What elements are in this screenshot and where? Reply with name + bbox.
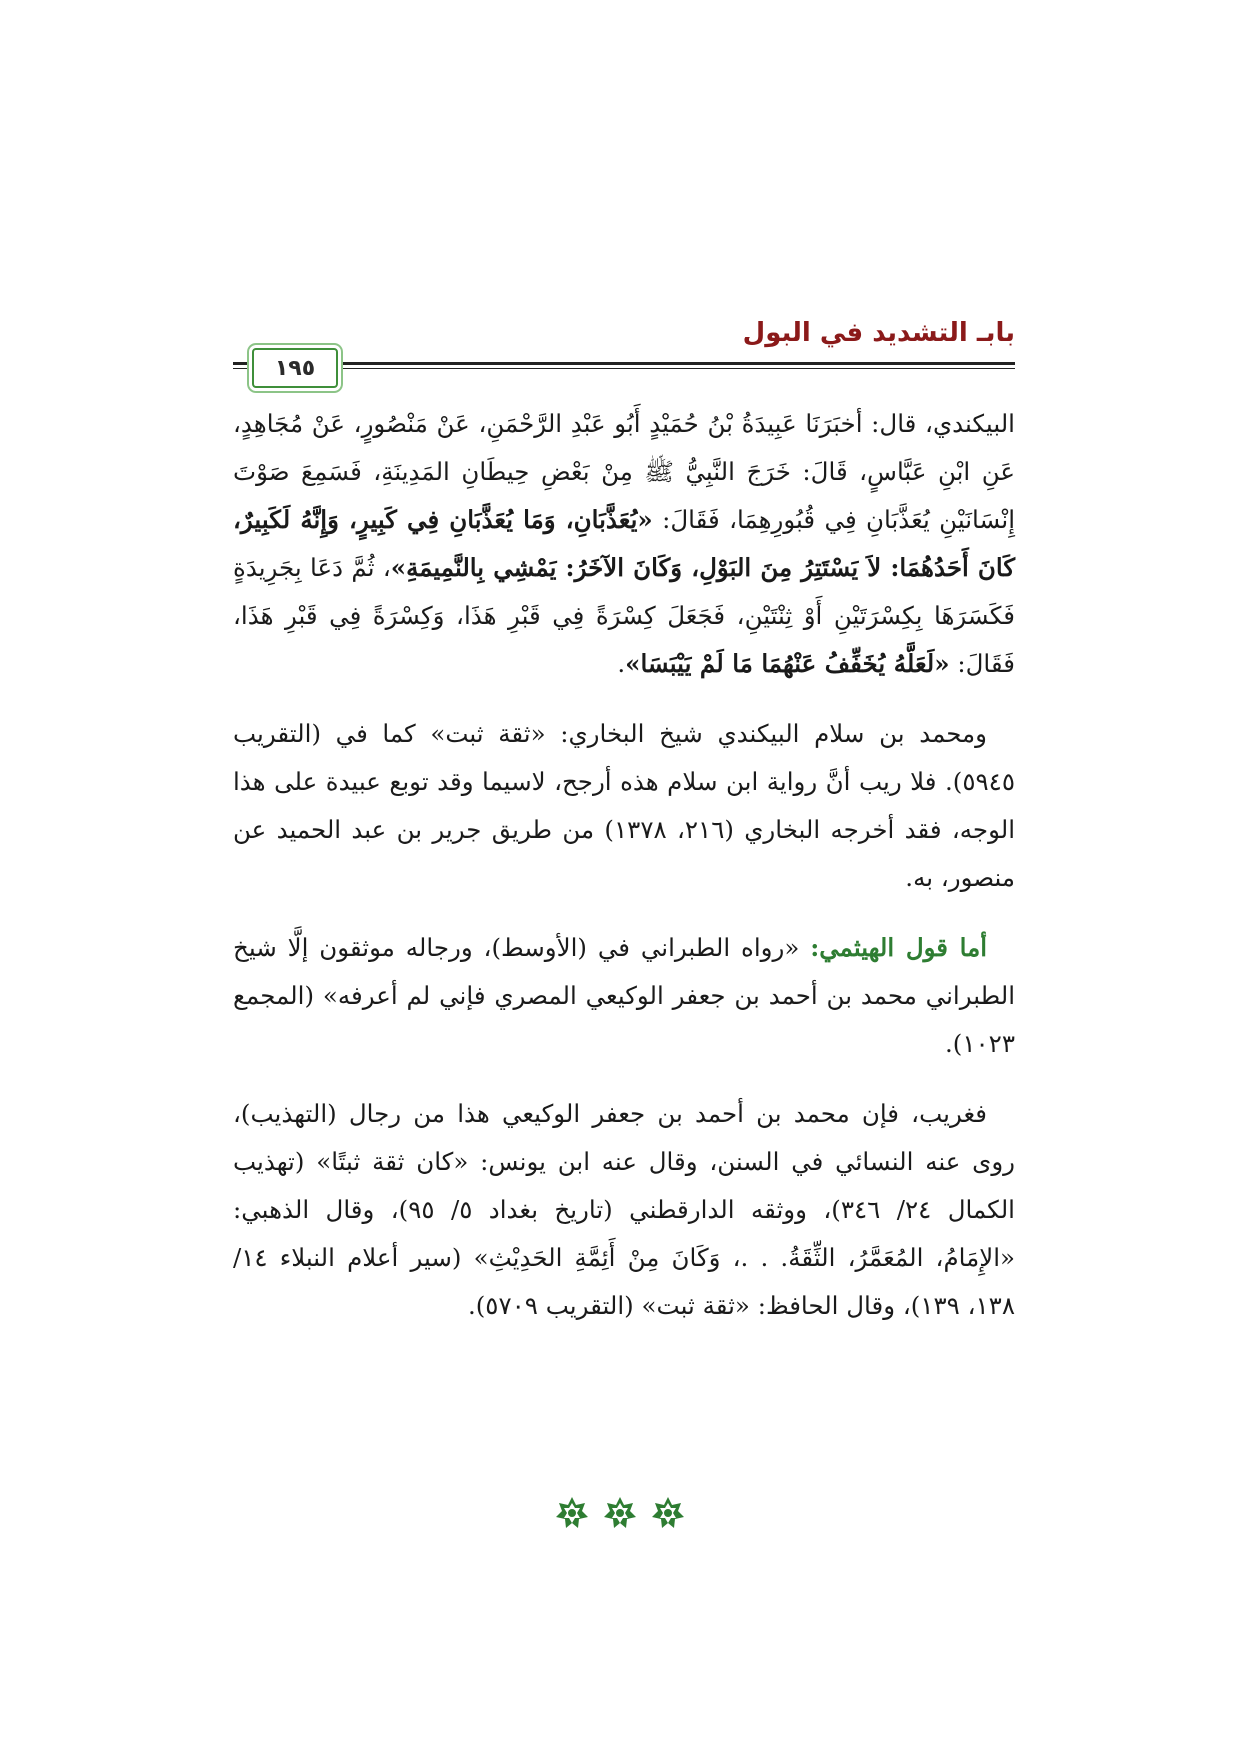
hadith-quote-1: «يُعَذَّبَانِ، وَمَا يُعَذَّبَانِ فِي كَبِيرٍ، وَإِنَّهُ لَكَبِيرٌ، كَانَ أَحَدُهُمَا: لاَ يَسْتَتِرُ مِنَ البَوْلِ، وَكَانَ الآخَرُ: يَمْشِي بِالنَّمِيمَةِ» — [233, 505, 1015, 582]
star-ornament-icon — [651, 1496, 685, 1530]
hadith-end: . — [617, 649, 626, 678]
section-end-ornaments — [0, 1496, 1240, 1536]
star-ornament-icon — [603, 1496, 637, 1530]
commentary-paragraph-2 — [233, 924, 1015, 1068]
chapter-title: بابـ التشديد في البول — [742, 318, 1015, 348]
commentary-paragraph-3: فغريب، فإن محمد بن أحمد بن جعفر الوكيعي هذا من رجال (التهذيب)، روى عنه النسائي في السنن، وقال عنه ابن يونس: «كان ثقة ثبتًا» (تهذيب الكمال ٢٤/ ٣٤٦)، ووثقه الدارقطني (تاريخ بغداد ٥/ ٩٥)، وقال الذهبي: «الإِمَامُ، المُعَمَّرُ، الثِّقَةُ. . .، وَكَانَ مِنْ أَئِمَّةِ الحَدِيْثِ» (سير أعلام النبلاء ١٤/ ١٣٨، ١٣٩)، وقال الحافظ: «ثقة ثبت» (التقريب ٥٧٠٩). — [233, 1099, 1015, 1320]
header-rule — [233, 362, 1015, 365]
hadith-paragraph — [233, 400, 1015, 688]
haythami-lead: أما قول الهيثمي: — [810, 933, 987, 962]
haythami-quote: «رواه الطبراني في (الأوسط)، ورجاله موثقون إلَّا شيخ الطبراني محمد بن أحمد بن جعفر الوكيعي المصري فإني لم أعرفه» (المجمع ١٠٢٣). — [233, 933, 1015, 1058]
hadith-narration-text: ، ثُمَّ دَعَا بِجَرِيدَةٍ فَكَسَرَهَا بِكِسْرَتَيْنِ أَوْ ثِنْتَيْنِ، فَجَعَلَ كِسْرَةً فِي قَبْرِ هَذَا، وَكِسْرَةً فِي قَبْرِ هَذَا، فَقَالَ: — [233, 553, 1015, 678]
header-rule-thin — [233, 368, 1015, 369]
page-number: ١٩٥ — [274, 355, 316, 381]
commentary-paragraph-1: ومحمد بن سلام البيكندي شيخ البخاري: «ثقة ثبت» كما في (التقريب ٥٩٤٥). فلا ريب أنَّ رواية ابن سلام هذه أرجح، لاسيما وقد توبع عبيدة على هذا الوجه، فقد أخرجه البخاري (٢١٦، ١٣٧٨) من طريق جرير بن عبد الحميد عن منصور، به. — [233, 719, 1015, 892]
page-header — [233, 318, 1015, 381]
hadith-quote-2: «لَعَلَّهُ يُخَفِّفُ عَنْهُمَا مَا لَمْ يَيْبَسَا» — [625, 649, 950, 678]
page-number-badge — [252, 348, 338, 388]
main-text — [233, 400, 1015, 1330]
star-ornament-icon — [555, 1496, 589, 1530]
hadith-chain-text: البيكندي، قال: أخبَرَنَا عَبِيدَةُ بْنُ حُمَيْدٍ أَبُو عَبْدِ الرَّحْمَنِ، عَنْ مَنْصُورٍ، عَنْ مُجَاهِدٍ، عَنِ ابْنِ عَبَّاسٍ، قَالَ: خَرَجَ النَّبِيُّ ﷺ مِنْ بَعْضِ حِيطَانِ المَدِينَةِ، فَسَمِعَ صَوْتَ إِنْسَانَيْنِ يُعَذَّبَانِ فِي قُبُورِهِمَا، فَقَالَ: — [233, 409, 1015, 534]
